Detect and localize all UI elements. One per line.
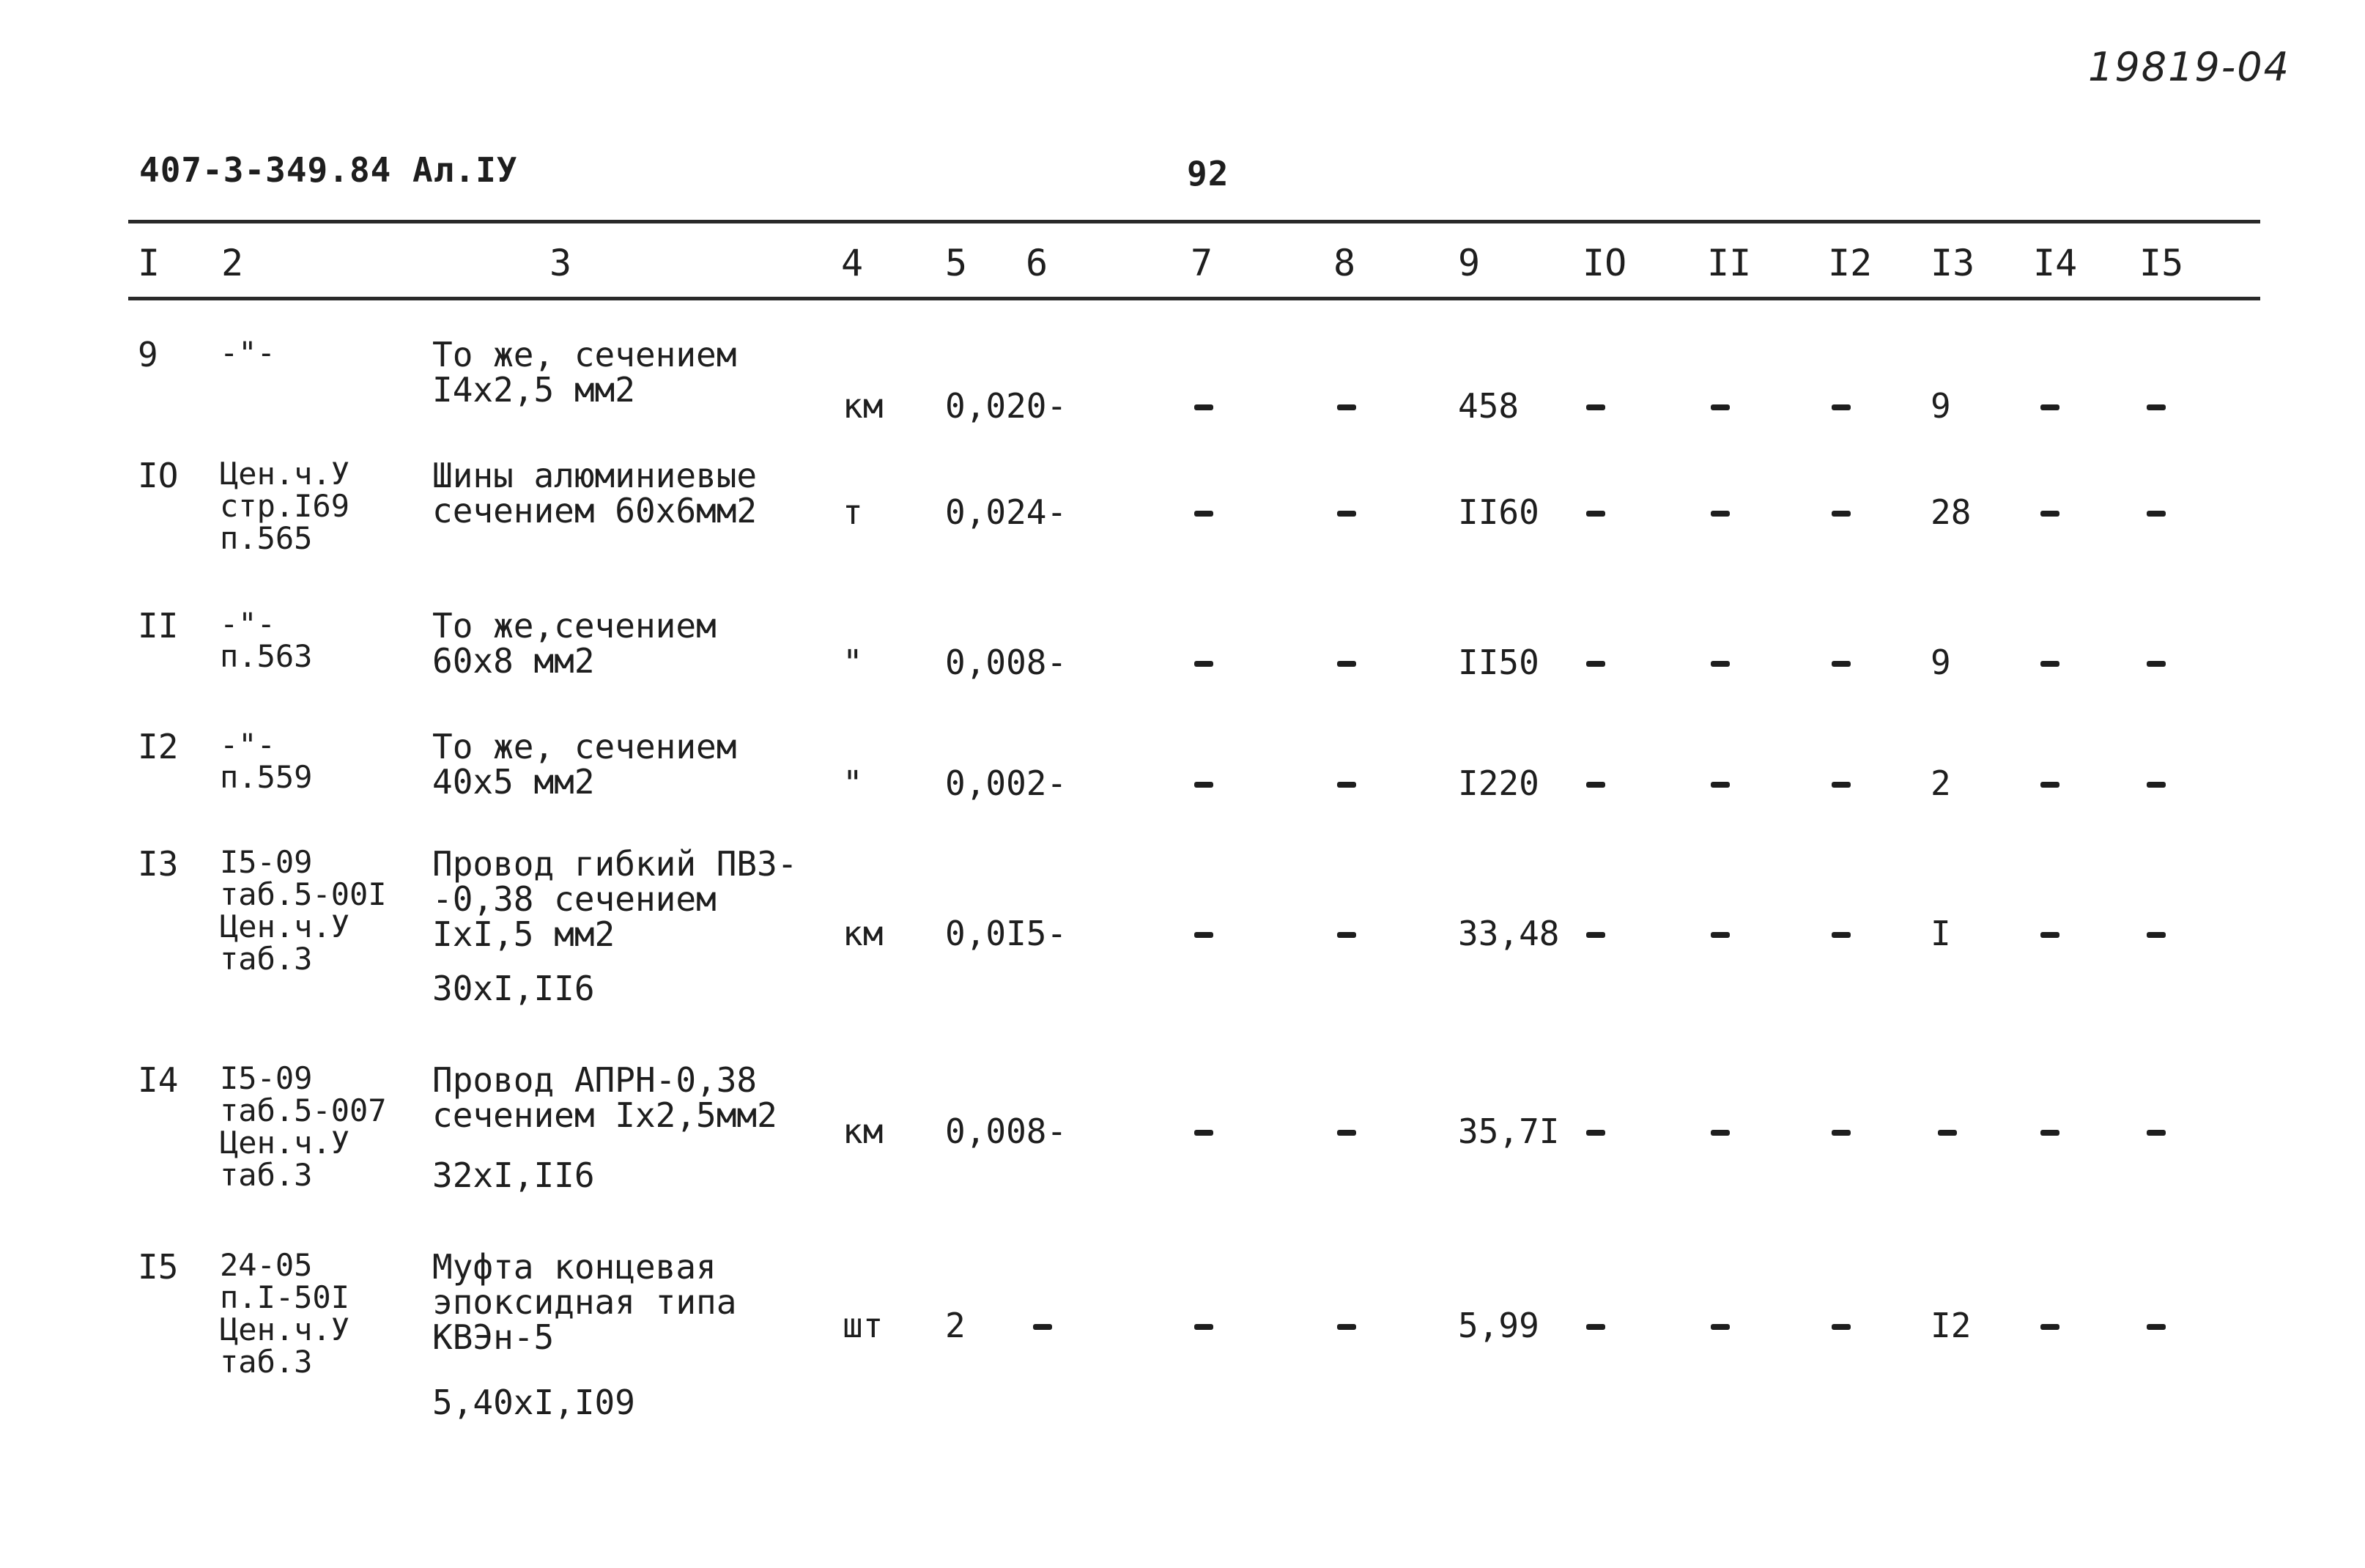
dash-col-15 — [2147, 661, 2166, 667]
value-col-13: 28 — [1931, 492, 1972, 532]
dash-col-10 — [1586, 404, 1605, 410]
dash-col-8 — [1337, 1324, 1356, 1330]
col-num-11: II — [1707, 242, 1752, 284]
value-col-13: 9 — [1931, 643, 1951, 682]
dash-col-11 — [1711, 661, 1730, 667]
col-num-15: I5 — [2139, 242, 2184, 284]
value-col-13: 9 — [1931, 386, 1951, 426]
source-reference: -"- — [220, 335, 275, 371]
quantity: 2 — [945, 1306, 966, 1345]
value-col-9: 458 — [1458, 386, 1520, 426]
dash-col-14 — [2040, 1324, 2059, 1330]
dash-col-8 — [1337, 511, 1356, 517]
dash-col-13 — [1938, 1130, 1957, 1136]
dash-col-12 — [1832, 404, 1851, 410]
row-number: 9 — [138, 335, 158, 374]
value-col-13: 2 — [1931, 763, 1951, 803]
dash-col-8 — [1337, 1130, 1356, 1136]
col-num-8: 8 — [1333, 242, 1356, 284]
dash-col-15 — [2147, 782, 2166, 788]
calculation-note: 30xI,II6 — [432, 969, 595, 1008]
dash-col-10 — [1586, 1130, 1605, 1136]
source-reference: -"- п.559 — [220, 727, 313, 795]
col-num-7: 7 — [1191, 242, 1213, 284]
dash-col-10 — [1586, 1324, 1605, 1330]
col-num-3: 3 — [549, 242, 572, 284]
item-description: То же, сечением I4x2,5 мм2 — [432, 335, 737, 410]
row-number: I3 — [138, 844, 179, 884]
value-col-9: 5,99 — [1458, 1306, 1539, 1345]
calculation-note: 32xI,II6 — [432, 1155, 595, 1195]
item-description: То же, сечением 40x5 мм2 — [432, 727, 737, 802]
dash-col-10 — [1586, 661, 1605, 667]
source-reference: Цен.ч.У стр.I69 п.565 — [220, 456, 350, 556]
row-number: I2 — [138, 727, 179, 766]
dash-col-11 — [1711, 1130, 1730, 1136]
quantity: 0,020- — [945, 386, 1067, 426]
value-col-9: II60 — [1458, 492, 1539, 532]
dash-col-8 — [1337, 661, 1356, 667]
value-col-9: 35,7I — [1458, 1112, 1560, 1151]
source-reference: -"- п.563 — [220, 606, 313, 674]
quantity: 0,002- — [945, 763, 1067, 803]
source-reference: I5-09 таб.5-007 Цен.ч.У таб.3 — [220, 1060, 387, 1193]
dash-col-11 — [1711, 932, 1730, 938]
dash-col-10 — [1586, 932, 1605, 938]
dash-col-12 — [1832, 661, 1851, 667]
row-number: I5 — [138, 1247, 179, 1287]
dash-col-8 — [1337, 404, 1356, 410]
dash-col-14 — [2040, 782, 2059, 788]
dash-col-7 — [1194, 404, 1213, 410]
unit: км — [843, 1112, 884, 1151]
dash-col-11 — [1711, 404, 1730, 410]
quantity: 0,024- — [945, 492, 1067, 532]
dash-col-12 — [1832, 932, 1851, 938]
col-num-2: 2 — [221, 242, 244, 284]
value-col-9: I220 — [1458, 763, 1539, 803]
calculation-note: 5,40xI,I09 — [432, 1383, 635, 1422]
quantity: 0,008- — [945, 643, 1067, 682]
unit: " — [843, 643, 863, 682]
dash-col-10 — [1586, 511, 1605, 517]
col-num-4: 4 — [841, 242, 864, 284]
unit: км — [843, 914, 884, 953]
dash-col-15 — [2147, 511, 2166, 517]
dash-col-7 — [1194, 1324, 1213, 1330]
unit: шт — [843, 1306, 884, 1345]
row-number: IO — [138, 456, 179, 495]
dash-col-15 — [2147, 932, 2166, 938]
value-col-9: 33,48 — [1458, 914, 1560, 953]
dash-col-14 — [2040, 932, 2059, 938]
col-num-13: I3 — [1931, 242, 1975, 284]
col-num-14: I4 — [2033, 242, 2078, 284]
col-num-1: I — [138, 242, 160, 284]
item-description: То же,сечением 60x8 мм2 — [432, 606, 717, 681]
table-top-rule — [128, 220, 2260, 223]
value-col-13: I2 — [1931, 1306, 1972, 1345]
archive-stamp: 19819-04 — [2088, 44, 2290, 90]
dash-col-14 — [2040, 511, 2059, 517]
item-description: Провод гибкий ПВЗ- -0,38 сечением IxI,5 мм2 — [432, 844, 798, 954]
dash-col-8 — [1337, 932, 1356, 938]
value-col-9: II50 — [1458, 643, 1539, 682]
item-description: Муфта концевая эпоксидная типа КВЭн-5 — [432, 1247, 737, 1357]
dash-col-7 — [1194, 511, 1213, 517]
dash-col-11 — [1711, 782, 1730, 788]
dash-col-15 — [2147, 1324, 2166, 1330]
dash-col-12 — [1832, 1324, 1851, 1330]
col-num-6: 6 — [1026, 242, 1048, 284]
col-num-12: I2 — [1828, 242, 1873, 284]
dash-col-7 — [1194, 932, 1213, 938]
row-number: II — [138, 606, 179, 646]
source-reference: I5-09 таб.5-00I Цен.ч.У таб.3 — [220, 844, 387, 977]
source-reference: 24-05 п.I-50I Цен.ч.У таб.3 — [220, 1247, 350, 1380]
dash-col-11 — [1711, 511, 1730, 517]
dash-col-14 — [2040, 1130, 2059, 1136]
dash-col-10 — [1586, 782, 1605, 788]
col-num-9: 9 — [1458, 242, 1481, 284]
dash-col-7 — [1194, 782, 1213, 788]
item-description: Шины алюминиевые сечением 60x6мм2 — [432, 456, 758, 530]
dash-col-11 — [1711, 1324, 1730, 1330]
unit: т — [843, 492, 863, 532]
dash-col-12 — [1832, 1130, 1851, 1136]
item-description: Провод АПРН-0,38 сечением Ix2,5мм2 — [432, 1060, 777, 1135]
col-num-5: 5 — [945, 242, 968, 284]
document-code: 407-3-349.84 Ал.IУ — [139, 150, 518, 190]
dash-col-14 — [2040, 661, 2059, 667]
quantity: 0,008- — [945, 1112, 1067, 1151]
col-num-10: IO — [1583, 242, 1627, 284]
dash-col-6 — [1033, 1324, 1052, 1330]
dash-col-7 — [1194, 1130, 1213, 1136]
table-header-rule — [128, 297, 2260, 300]
dash-col-15 — [2147, 404, 2166, 410]
row-number: I4 — [138, 1060, 179, 1100]
quantity: 0,0I5- — [945, 914, 1067, 953]
unit: " — [843, 763, 863, 803]
dash-col-14 — [2040, 404, 2059, 410]
dash-col-7 — [1194, 661, 1213, 667]
page-number: 92 — [1187, 154, 1229, 193]
dash-col-12 — [1832, 511, 1851, 517]
value-col-13: I — [1931, 914, 1951, 953]
dash-col-15 — [2147, 1130, 2166, 1136]
unit: км — [843, 386, 884, 426]
dash-col-8 — [1337, 782, 1356, 788]
dash-col-12 — [1832, 782, 1851, 788]
